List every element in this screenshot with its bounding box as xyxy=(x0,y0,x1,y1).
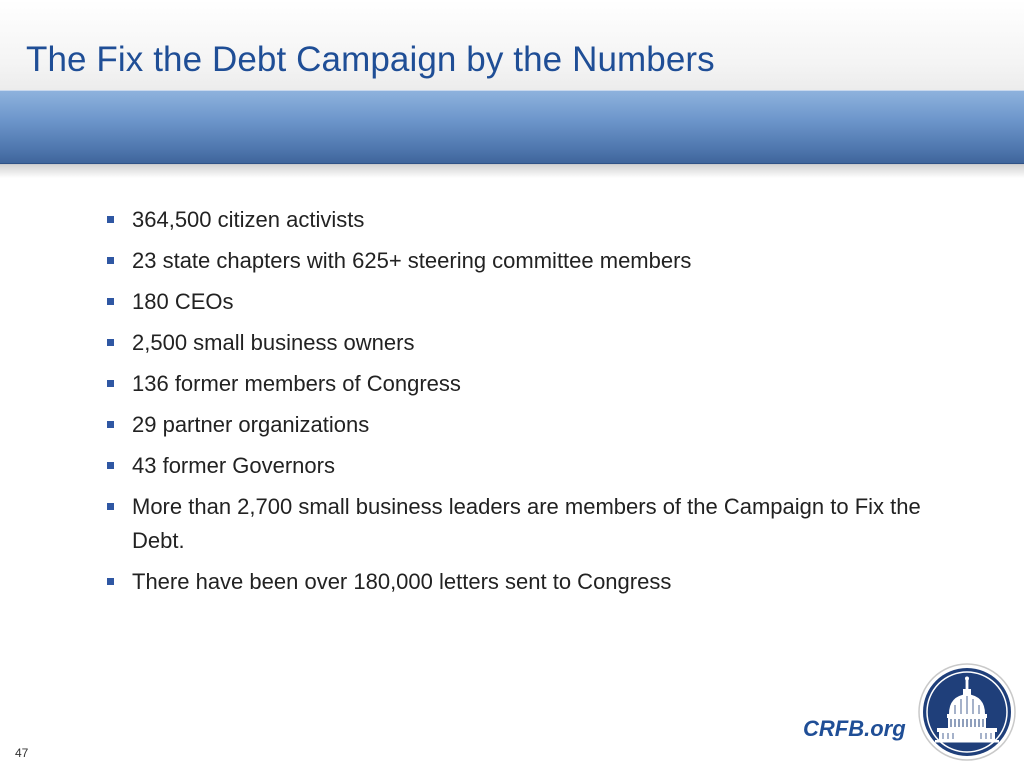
slide-title: The Fix the Debt Campaign by the Numbers xyxy=(26,40,715,79)
list-item xyxy=(105,449,965,483)
list-item-text: There have been over 180,000 letters sent to Congress xyxy=(132,569,672,594)
square-bullet-icon xyxy=(107,216,114,223)
square-bullet-icon xyxy=(107,298,114,305)
list-item-text: 180 CEOs xyxy=(132,289,234,314)
list-item xyxy=(105,408,965,442)
header-band-shadow xyxy=(0,164,1024,178)
list-item xyxy=(105,326,965,360)
square-bullet-icon xyxy=(107,462,114,469)
square-bullet-icon xyxy=(107,578,114,585)
list-item-text: 136 former members of Congress xyxy=(132,371,461,396)
list-item xyxy=(105,244,965,278)
list-item-text: More than 2,700 small business leaders are members of the Campaign to Fix the Debt. xyxy=(132,494,921,553)
brand-link[interactable]: CRFB.org xyxy=(803,716,906,741)
list-item-text: 2,500 small business owners xyxy=(132,330,415,355)
bullet-list xyxy=(105,203,965,599)
list-item xyxy=(105,367,965,401)
list-item-text: 364,500 citizen activists xyxy=(132,207,365,232)
list-item xyxy=(105,203,965,237)
list-item-text: 29 partner organizations xyxy=(132,412,370,437)
list-item xyxy=(105,490,965,558)
header-band xyxy=(0,90,1024,165)
list-item-text: 43 former Governors xyxy=(132,453,335,478)
capitol-dome-seal-icon xyxy=(917,662,1017,762)
square-bullet-icon xyxy=(107,339,114,346)
square-bullet-icon xyxy=(107,503,114,510)
list-item xyxy=(105,285,965,319)
title-area xyxy=(0,0,1024,90)
square-bullet-icon xyxy=(107,257,114,264)
list-item xyxy=(105,565,965,599)
list-item-text: 23 state chapters with 625+ steering committee members xyxy=(132,248,692,273)
slide-content xyxy=(105,203,965,606)
square-bullet-icon xyxy=(107,421,114,428)
page-number: 47 xyxy=(15,746,29,760)
square-bullet-icon xyxy=(107,380,114,387)
